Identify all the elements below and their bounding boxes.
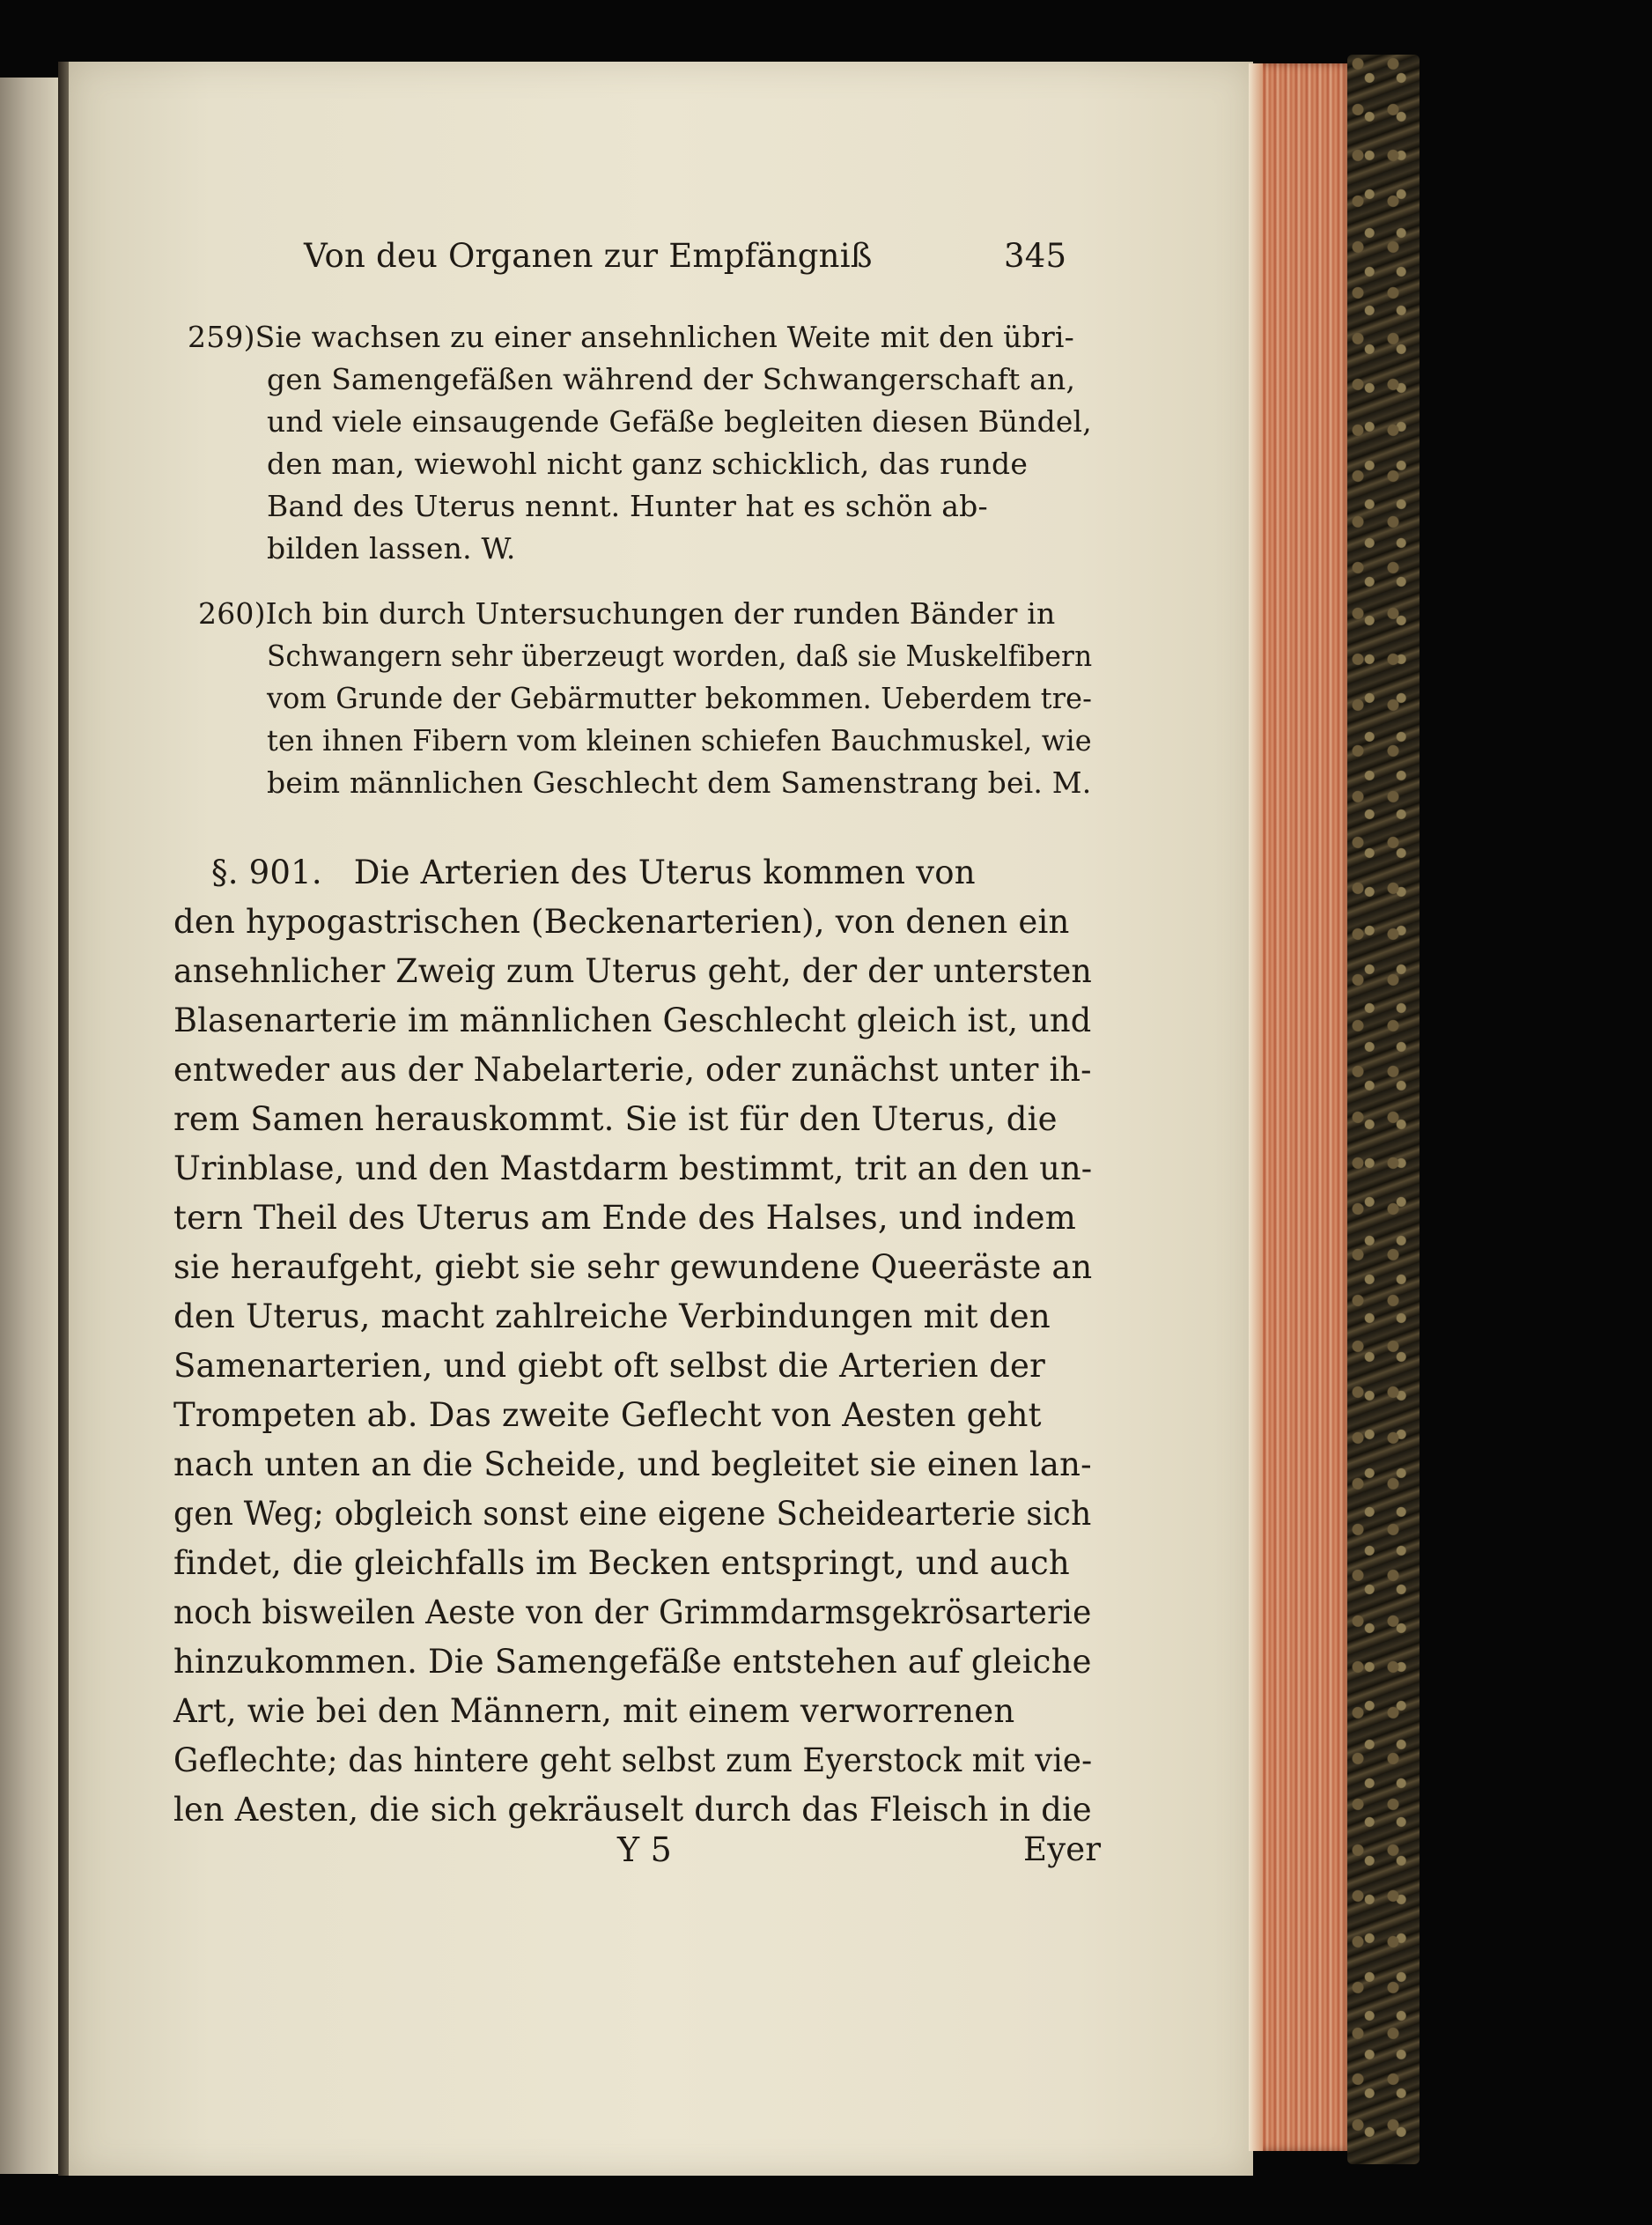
page-block-edge-highlight (1249, 63, 1263, 2151)
section-901-line: tern Theil des Uterus am Ende des Halses, und indem (173, 1199, 1077, 1237)
section-901-line: Trompeten ab. Das zweite Geflecht von Aesten geht (173, 1396, 1042, 1434)
section-901-line: Blasenarterie im männlichen Geschlecht gleich ist, und (173, 1002, 1092, 1039)
footnote-number: 259) (188, 320, 255, 354)
section-901-line (211, 854, 976, 891)
section-901-line: den hypogastrischen (Beckenarterien), von denen ein (173, 903, 1070, 941)
section-901-line: Urinblase, und den Mastdarm bestimmt, trit an den un- (173, 1149, 1093, 1187)
section-901-line: findet, die gleichfalls im Becken entspringt, und auch (173, 1544, 1070, 1582)
running-title: Von deu Organen zur Empfängniß (304, 237, 873, 275)
section-label: §. 901. (211, 854, 322, 891)
footnote-260-line: ten ihnen Fibern vom kleinen schiefen Bauchmuskel, wie (267, 723, 1092, 758)
footnote-259-line: gen Samengefäßen während der Schwangerschaft an, (267, 362, 1076, 396)
page-number: 345 (1004, 237, 1067, 275)
section-901-line: ansehnlicher Zweig zum Uterus geht, der der untersten (173, 952, 1093, 990)
footnote-260-line: vom Grunde der Gebärmutter bekommen. Ueberdem tre- (267, 681, 1093, 715)
section-901-line: len Aesten, die sich gekräuselt durch das Fleisch in die (173, 1791, 1092, 1829)
footnote-259-line: bilden lassen. W. (267, 531, 516, 565)
footnote-259-line: den man, wiewohl nicht ganz schicklich, das runde (267, 447, 1029, 481)
footnote-260-line: beim männlichen Geschlecht dem Samenstrang bei. M. (267, 765, 1092, 800)
footnote-259-line (188, 320, 1074, 354)
footnote-number: 260) (198, 596, 266, 631)
section-901-line: Geflechte; das hintere geht selbst zum Eyerstock mit vie- (173, 1741, 1093, 1779)
section-901-line: entweder aus der Nabelarterie, oder zunächst unter ih- (173, 1051, 1092, 1089)
section-901-line: rem Samen herauskommt. Sie ist für den Uterus, die (173, 1100, 1058, 1138)
section-text: Die Arterien des Uterus kommen von (353, 854, 976, 891)
marbled-cover (1347, 55, 1420, 2164)
section-901-line: nach unten an die Scheide, und begleitet sie einen lan- (173, 1445, 1092, 1483)
footnote-259-line: Band des Uterus nennt. Hunter hat es schön ab- (267, 489, 988, 523)
section-901-line: den Uterus, macht zahlreiche Verbindungen mit den (173, 1297, 1051, 1335)
footnote-259-line: und viele einsaugende Gefäße begleiten diesen Bündel, (267, 404, 1092, 439)
section-901-line: gen Weg; obgleich sonst eine eigene Scheidearterie sich (173, 1495, 1092, 1533)
footnote-text: Ich bin durch Untersuchungen der runden Bänder in (265, 596, 1056, 631)
section-901-line: sie heraufgeht, giebt sie sehr gewundene Queeräste an (173, 1248, 1093, 1286)
section-901-line: Samenarterien, und giebt oft selbst die Arterien der (173, 1347, 1045, 1385)
page-block-edges (1249, 63, 1353, 2151)
footnote-260-line (198, 596, 1056, 631)
catchword: Eyer (1023, 1830, 1102, 1868)
section-901-line: Art, wie bei den Männern, mit einem verworrenen (173, 1692, 1015, 1730)
footnote-text: Sie wachsen zu einer ansehnlichen Weite mit den übri- (254, 320, 1075, 354)
signature-mark: Y 5 (617, 1830, 672, 1869)
footnote-260-line: Schwangern sehr überzeugt worden, daß sie Muskelfibern (267, 639, 1093, 673)
section-901-line: noch bisweilen Aeste von der Grimmdarmsgekrösarterie (173, 1593, 1092, 1631)
section-901-line: hinzukommen. Die Samengefäße entstehen auf gleiche (173, 1643, 1092, 1681)
